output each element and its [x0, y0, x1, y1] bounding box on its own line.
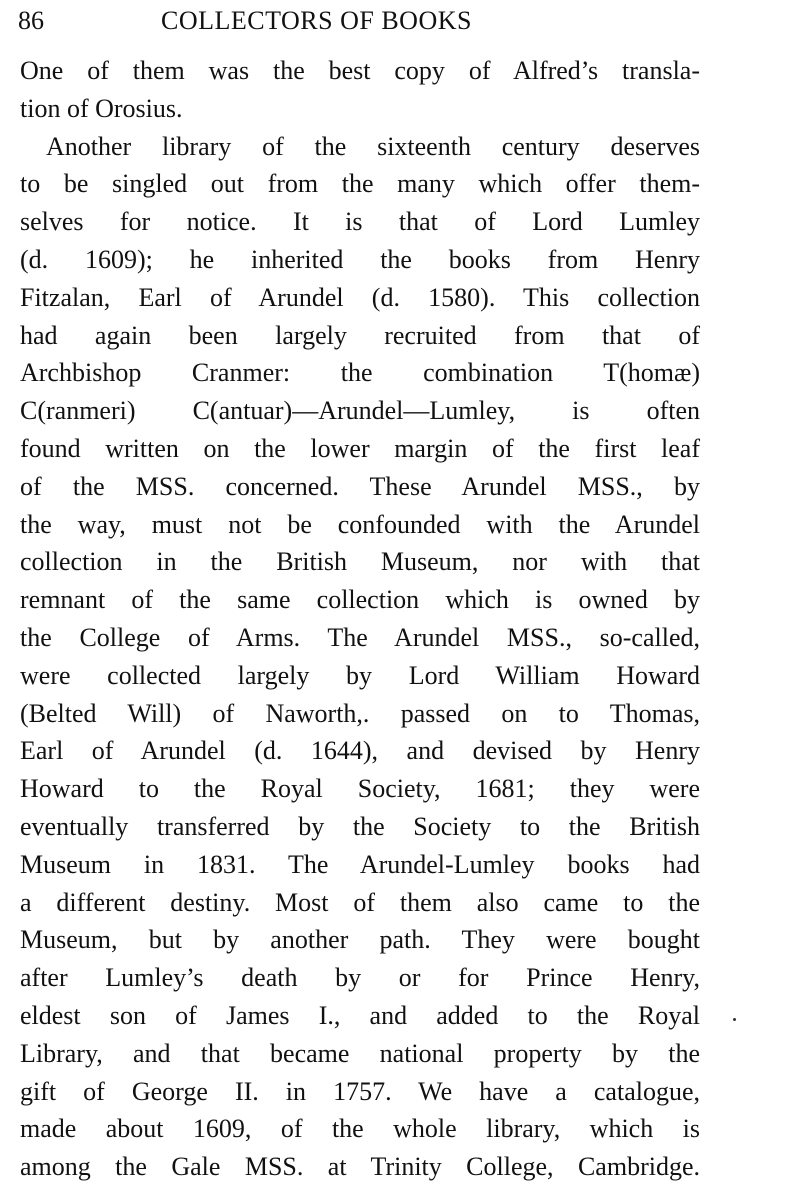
text-line: of the MSS. concerned. These Arundel MSS., by — [20, 471, 700, 501]
text-line: Library, and that became national property by the — [20, 1038, 700, 1068]
text-line: Archbishop Cranmer: the combination T(homæ) — [20, 358, 700, 388]
page-number: 86 — [18, 6, 44, 35]
text-line: remnant of the same collection which is owned by — [20, 585, 700, 615]
text-line: the College of Arms. The Arundel MSS., so-called, — [20, 622, 700, 652]
text-line: gift of George II. in 1757. We have a catalogue, — [20, 1076, 700, 1106]
text-line: found written on the lower margin of the first leaf — [20, 433, 700, 463]
text-line: among the Gale MSS. at Trinity College, Cambridge. — [20, 1152, 700, 1182]
text-line: Earl of Arundel (d. 1644), and devised by Henry — [20, 736, 700, 766]
text-line: One of them was the best copy of Alfred’s transla- — [20, 56, 700, 85]
text-line: selves for notice. It is that of Lord Lumley — [20, 207, 700, 237]
text-line: Howard to the Royal Society, 1681; they were — [20, 774, 700, 804]
text-line: Museum, but by another path. They were bought — [20, 925, 700, 955]
margin-speck — [733, 1018, 736, 1021]
text-line: to be singled out from the many which offer them- — [20, 169, 700, 199]
running-title: COLLECTORS OF BOOKS — [161, 6, 472, 35]
text-line: were collected largely by Lord William Howard — [20, 660, 700, 690]
text-line: Museum in 1831. The Arundel-Lumley books had — [20, 849, 700, 879]
text-line: (d. 1609); he inherited the books from Henry — [20, 244, 700, 274]
text-line: had again been largely recruited from that of — [20, 320, 700, 350]
text-line: tion of Orosius. — [20, 93, 183, 123]
text-line: made about 1609, of the whole library, which is — [20, 1114, 700, 1144]
text-line: collection in the British Museum, nor with that — [20, 547, 700, 577]
text-line: Fitzalan, Earl of Arundel (d. 1580). This collection — [20, 282, 700, 312]
text-line: eventually transferred by the Society to the British — [20, 811, 700, 841]
text-line: (Belted Will) of Naworth,. passed on to Thomas, — [20, 698, 700, 728]
text-line: a different destiny. Most of them also came to the — [20, 887, 700, 917]
text-line: C(ranmeri) C(antuar)—Arundel—Lumley, is often — [20, 396, 700, 426]
text-line: after Lumley’s death by or for Prince Henry, — [20, 963, 700, 993]
body-text — [20, 52, 700, 1186]
text-line: the way, must not be confounded with the Arundel — [20, 509, 700, 539]
text-line: Another library of the sixteenth century deserves — [46, 131, 700, 161]
running-head — [18, 4, 708, 38]
text-line: eldest son of James I., and added to the Royal — [20, 1000, 700, 1030]
